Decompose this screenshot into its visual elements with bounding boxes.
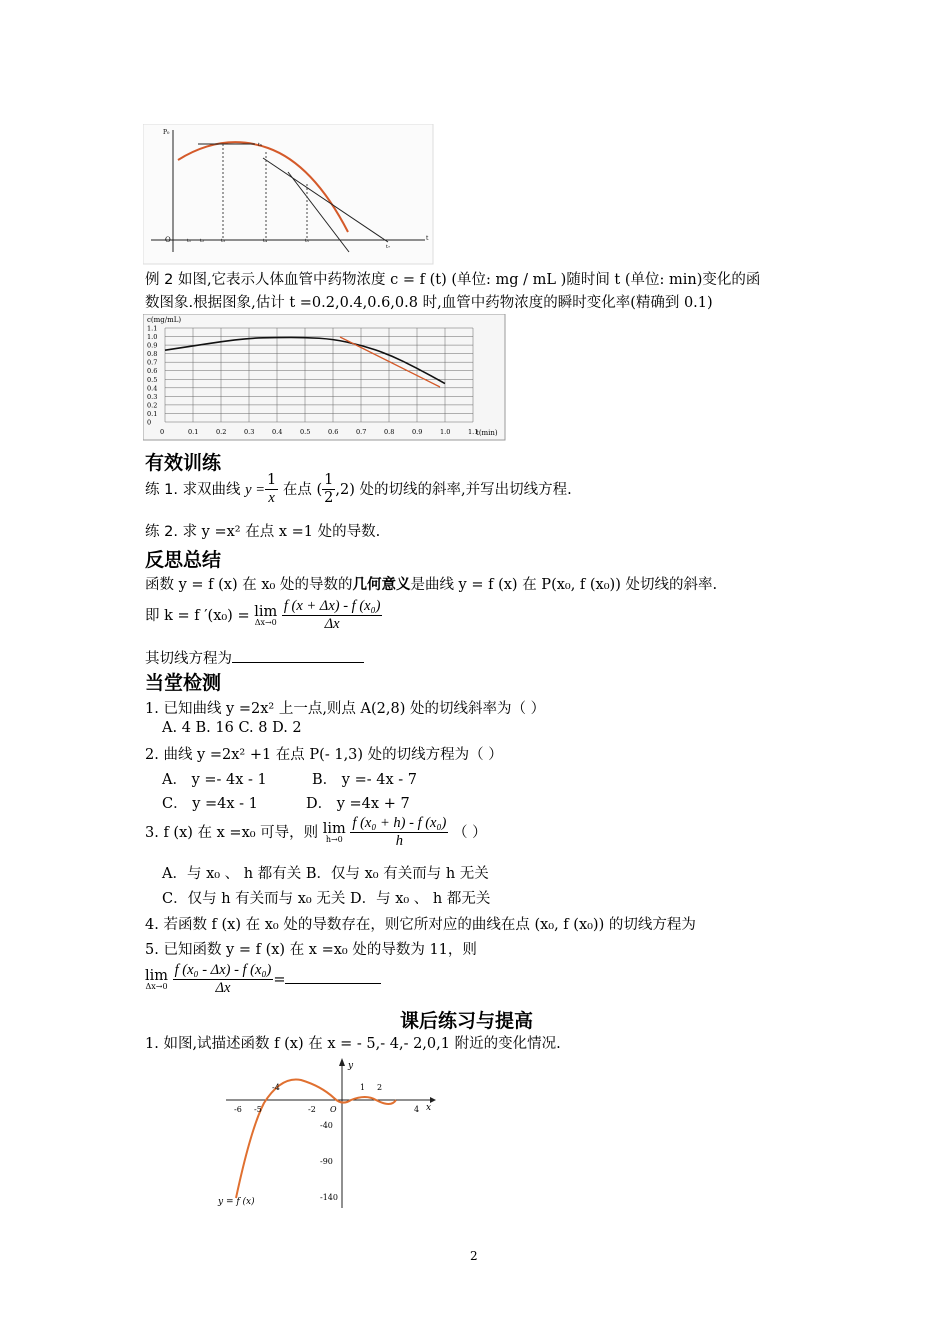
reflect-line1 xyxy=(145,573,717,594)
fig1-label-g: t₇ xyxy=(386,244,391,250)
x-tick-label: 0.7 xyxy=(356,428,367,436)
x-tick-label: 0.5 xyxy=(300,428,311,436)
test-q3-cd: C．仅与 h 有关而与 x₀ 无关 D．与 x₀ 、 h 都无关 xyxy=(162,891,491,907)
test-q1-options: A. 4 B. 16 C. 8 D. 2 xyxy=(162,720,302,736)
practice-1-mid: 在点 ( xyxy=(282,481,323,498)
after-q1: 1. 如图,试描述函数 f (x) 在 x = - 5,- 4,- 2,0,1 附近的变化情况. xyxy=(145,1036,561,1052)
y-tick-label: 0.1 xyxy=(147,409,158,418)
test-q2: 2. 曲线 y =2x² +1 在点 P(- 1,3) 处的切线方程为（ ） xyxy=(145,747,503,763)
lim-sub: Δx→0 xyxy=(145,982,168,992)
tangent-eq-blank[interactable] xyxy=(232,648,364,663)
curve-legend: y = f (x) xyxy=(218,1197,255,1207)
reflect-text-a: 函数 y = f (x) 在 x₀ 处的导数的 xyxy=(145,577,353,593)
test-q1: 1. 已知曲线 y =2x² 上一点,则点 A(2,8) 处的切线斜率为（ ） xyxy=(145,701,546,717)
test-q2-c: C． y =4x - 1 xyxy=(162,796,258,812)
test-q2-a: A． y =- 4x - 1 xyxy=(162,772,267,788)
frac-num: f (x₀ - Δx) - f (x₀) xyxy=(173,962,274,980)
test-q5: 5. 已知函数 y = f (x) 在 x =x₀ 处的导数为 11，则 xyxy=(145,942,477,958)
fig1-origin: O xyxy=(165,236,171,244)
test-q3-paren: （ ） xyxy=(452,824,487,841)
lim-text: lim xyxy=(254,603,278,620)
test-q3 xyxy=(145,815,487,851)
frac-den: Δx xyxy=(215,980,231,997)
training-title: 有效训练 xyxy=(145,452,222,474)
y-tick-label: 0.5 xyxy=(147,375,158,384)
y-tick-label: 0.4 xyxy=(147,384,158,393)
frac-den: 2 xyxy=(324,490,334,507)
test-q5-expr xyxy=(145,962,381,998)
y-tick-label: 0.6 xyxy=(147,367,158,376)
x-axis-label: x xyxy=(426,1103,432,1113)
x-tick-label: 0.9 xyxy=(412,428,423,436)
practice-1-label: 练 1. xyxy=(145,481,178,498)
frac-num: 1 xyxy=(322,472,335,490)
reflect-text-c: 是曲线 y = f (x) 在 P(x₀, f (x₀)) 处切线的斜率. xyxy=(410,577,718,593)
after-title: 课后练习与提高 xyxy=(400,1010,534,1032)
y-tick-label: 0.7 xyxy=(147,358,158,367)
x-tick-label: O xyxy=(330,1105,337,1114)
fraction-1-over-x xyxy=(265,472,278,508)
frac-num: 1 xyxy=(265,472,278,490)
equals-sign: = xyxy=(273,971,286,988)
ex2-text1: 如图,它表示人体血管中药物浓度 c = f (t) (单位: mg / mL )随时间 t (单位: min)变化的函 xyxy=(177,272,761,288)
x-tick-label: 0.6 xyxy=(328,428,339,436)
practice-1 xyxy=(145,472,572,508)
practice-2-text: 求 y =x² 在点 x =1 处的导数. xyxy=(182,524,381,540)
fig1-label-f: t₆ xyxy=(258,142,263,148)
practice-1-eq: y = xyxy=(245,481,266,498)
y-tick-label: 1.1 xyxy=(147,324,158,333)
x-tick-label: 0.2 xyxy=(216,428,227,436)
difference-quotient-5 xyxy=(173,962,274,998)
y-tick-label: 0 xyxy=(147,418,152,427)
lim-text: lim xyxy=(145,967,169,984)
y-axis-label: y xyxy=(348,1061,354,1071)
practice-1-end: ,2) 处的切线的斜率,并写出切线方程. xyxy=(335,481,572,498)
y-tick-label: -40 xyxy=(320,1121,333,1130)
test-q2-d: D． y =4x + 7 xyxy=(306,796,410,812)
tangent-eq-label: 其切线方程为 xyxy=(145,651,232,667)
answer-blank[interactable] xyxy=(285,969,381,984)
ex2-label: 例 2 xyxy=(145,272,174,288)
x-tick-label: -4 xyxy=(272,1083,280,1092)
test-q3-text: 3. f (x) 在 x =x₀ 可导，则 xyxy=(145,824,319,841)
test-title: 当堂检测 xyxy=(145,672,222,694)
test-q3-ab: A．与 x₀ 、 h 都有关 B．仅与 x₀ 有关而与 h 无关 xyxy=(162,866,489,882)
limit-symbol xyxy=(145,969,168,992)
fig1-t-label: t xyxy=(426,235,429,242)
tangent-eq-line xyxy=(145,647,364,668)
y-tick-label: 1.0 xyxy=(147,333,158,342)
difference-quotient-h xyxy=(350,815,448,851)
x-tick-label: 1.0 xyxy=(440,428,451,436)
fig1-y-label: P₀ xyxy=(163,129,170,136)
x-tick-label: 4 xyxy=(414,1105,420,1114)
y-tick-label: -140 xyxy=(320,1193,338,1202)
tangent-figure xyxy=(143,124,435,266)
fig1-label-c: t₃ xyxy=(221,238,226,244)
frac-num: f (x + Δx) - f (x₀) xyxy=(282,598,383,616)
concentration-chart xyxy=(143,314,509,442)
geometric-meaning: 几何意义 xyxy=(352,577,411,593)
x-tick-label: 0.8 xyxy=(384,428,395,436)
function-graph xyxy=(196,1058,446,1218)
page-number: 2 xyxy=(470,1249,478,1263)
x-tick-label: -2 xyxy=(308,1105,316,1114)
y-tick-label: -90 xyxy=(320,1157,333,1166)
test-q2-b: B． y =- 4x - 7 xyxy=(312,772,417,788)
chart2-ylabel: c(mg/mL) xyxy=(147,316,182,324)
frac-den: h xyxy=(395,833,404,850)
y-tick-label: 0.3 xyxy=(147,392,158,401)
practice-2-label: 练 2. xyxy=(145,524,178,540)
limit-symbol xyxy=(254,605,277,628)
frac-den: Δx xyxy=(324,616,340,633)
lim-sub: h→0 xyxy=(325,835,343,845)
ex2-line2: 数图象.根据图象,估计 t =0.2,0.4,0.6,0.8 时,血管中药物浓度的瞬时变化率(精确到 0.1) xyxy=(145,295,713,311)
derivative-def: 即 k = f ′(x₀) = xyxy=(145,607,250,624)
fig1-label-b: t₂ xyxy=(200,238,205,244)
y-tick-label: 0.9 xyxy=(147,341,158,350)
x-tick-label: 2 xyxy=(377,1083,383,1092)
x-tick-label: -6 xyxy=(234,1105,242,1114)
x-tick-label: 0 xyxy=(160,428,165,436)
x-tick-label: 1 xyxy=(360,1083,366,1092)
fig1-label-d: t₄ xyxy=(263,238,268,244)
x-tick-label: 0.4 xyxy=(272,428,283,436)
frac-den: x xyxy=(268,490,275,507)
fig1-label-a: t₁ xyxy=(187,238,192,244)
fraction-half xyxy=(322,472,335,508)
ex2-line1 xyxy=(145,268,760,289)
y-tick-label: 0.2 xyxy=(147,401,158,410)
fig1-label-e: t₅ xyxy=(305,238,310,244)
practice-1-text: 求双曲线 xyxy=(182,481,241,498)
test-q4: 4. 若函数 f (x) 在 x₀ 处的导数存在，则它所对应的曲线在点 (x₀, f (x₀)) 的切线方程为 xyxy=(145,917,696,933)
frac-num: f (x₀ + h) - f (x₀) xyxy=(350,815,448,833)
x-tick-label: 1.1 xyxy=(468,428,479,436)
reflect-title: 反思总结 xyxy=(145,549,222,571)
lim-sub: Δx→0 xyxy=(254,618,277,628)
y-tick-label: 0.8 xyxy=(147,350,158,359)
x-tick-label: -5 xyxy=(254,1105,262,1114)
lim-text: lim xyxy=(322,820,346,837)
x-tick-label: 0.3 xyxy=(244,428,255,436)
difference-quotient xyxy=(282,598,383,634)
reflect-line2 xyxy=(145,598,382,634)
x-tick-label: 0.1 xyxy=(188,428,199,436)
limit-symbol xyxy=(323,822,346,845)
practice-2 xyxy=(145,520,380,541)
chart2-xlabel: t(min) xyxy=(476,429,498,437)
